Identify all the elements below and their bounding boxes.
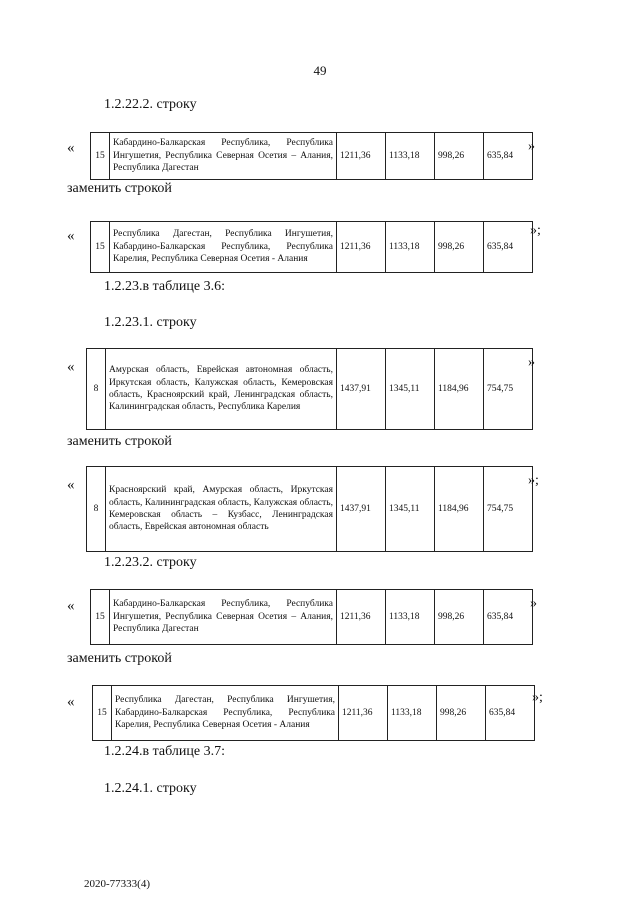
replace-text: заменить строкой bbox=[67, 434, 172, 449]
open-quote: « bbox=[67, 598, 75, 614]
value-cell-1: 1211,36 bbox=[337, 590, 386, 645]
section-heading: 1.2.23.2. строку bbox=[104, 555, 197, 570]
open-quote: « bbox=[67, 140, 75, 156]
value-cell-2: 1133,18 bbox=[386, 133, 435, 180]
region-cell: Амурская область, Еврейская автономная область, Иркутская область, Калужская область, Кемеровская область, Красноярский край, Ленинградская область, Калининградская область, Республика Карелия bbox=[106, 349, 337, 430]
value-cell-1: 1211,36 bbox=[339, 686, 388, 741]
value-cell-3: 1184,96 bbox=[435, 349, 484, 430]
open-quote: « bbox=[67, 228, 75, 244]
value-cell-3: 998,26 bbox=[435, 590, 484, 645]
table-row bbox=[86, 466, 533, 552]
region-cell: Кабардино-Балкарская Республика, Республика Ингушетия, Республика Северная Осетия – Алания, Республика Дагестан bbox=[110, 133, 337, 180]
table-row bbox=[90, 132, 533, 180]
value-cell-2: 1133,18 bbox=[386, 590, 435, 645]
section-heading: 1.2.22.2. строку bbox=[104, 97, 197, 112]
value-cell-1: 1211,36 bbox=[337, 222, 386, 273]
close-quote: » bbox=[528, 355, 535, 370]
section-heading: 1.2.24.в таблице 3.7: bbox=[104, 744, 225, 759]
document-code: 2020-77333(4) bbox=[84, 878, 150, 890]
value-cell-1: 1437,91 bbox=[337, 467, 386, 552]
open-quote: « bbox=[67, 694, 75, 710]
value-cell-4: 635,84 bbox=[484, 590, 533, 645]
section-heading: 1.2.23.1. строку bbox=[104, 315, 197, 330]
value-cell-3: 998,26 bbox=[435, 133, 484, 180]
table-row bbox=[90, 589, 533, 645]
value-cell-3: 998,26 bbox=[437, 686, 486, 741]
close-quote: »; bbox=[530, 223, 541, 238]
value-cell-2: 1133,18 bbox=[388, 686, 437, 741]
value-cell-4: 635,84 bbox=[486, 686, 535, 741]
value-cell-4: 635,84 bbox=[484, 222, 533, 273]
value-cell-2: 1345,11 bbox=[386, 349, 435, 430]
row-number: 8 bbox=[87, 467, 106, 552]
replace-text: заменить строкой bbox=[67, 651, 172, 666]
close-quote: »; bbox=[528, 473, 539, 488]
close-quote: » bbox=[530, 596, 537, 611]
close-quote: »; bbox=[532, 690, 543, 705]
close-quote: » bbox=[528, 139, 535, 154]
value-cell-2: 1345,11 bbox=[386, 467, 435, 552]
value-cell-1: 1211,36 bbox=[337, 133, 386, 180]
value-cell-3: 998,26 bbox=[435, 222, 484, 273]
region-cell: Кабардино-Балкарская Республика, Республика Ингушетия, Республика Северная Осетия – Алания, Республика Дагестан bbox=[110, 590, 337, 645]
row-number: 15 bbox=[93, 686, 112, 741]
table-row bbox=[92, 685, 535, 741]
open-quote: « bbox=[67, 359, 75, 375]
value-cell-4: 754,75 bbox=[484, 467, 533, 552]
row-number: 8 bbox=[87, 349, 106, 430]
table-row bbox=[86, 348, 533, 430]
region-cell: Республика Дагестан, Республика Ингушетия, Кабардино-Балкарская Республика, Республика Карелия, Республика Северная Осетия - Алания bbox=[112, 686, 339, 741]
region-cell: Республика Дагестан, Республика Ингушетия, Кабардино-Балкарская Республика, Республика Карелия, Республика Северная Осетия - Алания bbox=[110, 222, 337, 273]
row-number: 15 bbox=[91, 222, 110, 273]
row-number: 15 bbox=[91, 590, 110, 645]
value-cell-1: 1437,91 bbox=[337, 349, 386, 430]
section-heading: 1.2.24.1. строку bbox=[104, 781, 197, 796]
section-heading: 1.2.23.в таблице 3.6: bbox=[104, 279, 225, 294]
value-cell-4: 754,75 bbox=[484, 349, 533, 430]
row-number: 15 bbox=[91, 133, 110, 180]
page-number: 49 bbox=[313, 63, 327, 78]
table-row bbox=[90, 221, 533, 273]
region-cell: Красноярский край, Амурская область, Иркутская область, Калининградская область, Калужская область, Кемеровская область – Кузбасс, Ленинградская область, Еврейская автономная область bbox=[106, 467, 337, 552]
open-quote: « bbox=[67, 477, 75, 493]
value-cell-2: 1133,18 bbox=[386, 222, 435, 273]
replace-text: заменить строкой bbox=[67, 181, 172, 196]
value-cell-3: 1184,96 bbox=[435, 467, 484, 552]
value-cell-4: 635,84 bbox=[484, 133, 533, 180]
